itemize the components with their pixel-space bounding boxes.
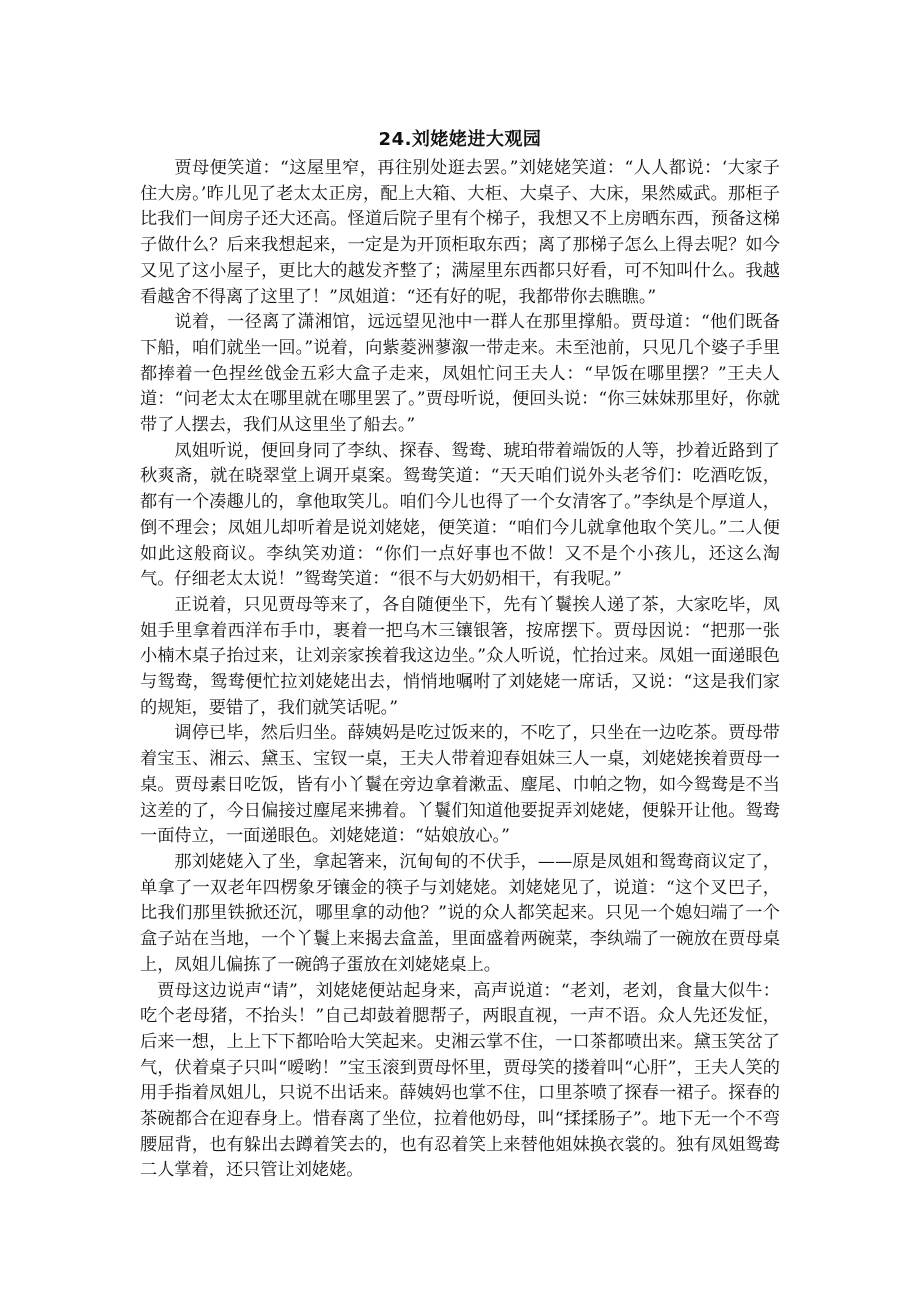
paragraph-6: 那刘姥姥入了坐，拿起箸来，沉甸甸的不伏手，——原是凤姐和鸳鸯商议定了，单拿了一双老年四楞象牙镶金的筷子与刘姥姥。刘姥姥见了，说道：“这个叉巴子，比我们那里铁掀还沉，哪里拿的动他？”说的众人都笑起来。只见一个媳妇端了一个盒子站在当地，一个丫鬟上来揭去盒盖，里面盛着两碗菜，李纨端了一碗放在贾母桌上，凤姐儿偏拣了一碗鸽子蛋放在刘姥姥桌上。 bbox=[140, 851, 780, 975]
paragraph-4: 正说着，只见贾母等来了，各自随便坐下，先有丫鬟挨人递了茶，大家吃毕，凤姐手里拿着西洋布手巾，裹着一把乌木三镶银箸，按席摆下。贾母因说：“把那一张小楠木桌子抬过来，让刘亲家挨着我这边坐。”众人听说，忙抬过来。凤姐一面递眼色与鸳鸯，鸳鸯便忙拉刘姥姥出去，悄悄地嘱咐了刘姥姥一席话，又说：“这是我们家的规矩，要错了，我们就笑话呢。” bbox=[140, 594, 780, 718]
paragraph-5: 调停已毕，然后归坐。薛姨妈是吃过饭来的，不吃了，只坐在一边吃茶。贾母带着宝玉、湘云、黛玉、宝钗一桌，王夫人带着迎春姐妹三人一桌，刘姥姥挨着贾母一桌。贾母素日吃饭，皆有小丫鬟在旁边拿着漱盂、麈尾、巾帕之物，如今鸳鸯是不当这差的了，今日偏接过麈尾来拂着。丫鬟们知道他要捉弄刘姥姥，便躲开让他。鸳鸯一面侍立，一面递眼色。刘姥姥道：“姑娘放心。” bbox=[140, 723, 780, 847]
document-title: 24.刘姥姥进大观园 bbox=[378, 129, 542, 150]
paragraph-7: 贾母这边说声“请”，刘姥姥便站起身来，高声说道：“老刘，老刘，食量大似牛：吃个老母猪，不抬头！”自己却鼓着腮帮子，两眼直视，一声不语。众人先还发怔，后来一想，上上下下都哈哈大笑起来。史湘云掌不住，一口茶都喷出来。黛玉笑岔了气，伏着桌子只叫“嗳哟！”宝玉滚到贾母怀里，贾母笑的搂着叫“心肝”，王夫人笑的用手指着凤姐儿，只说不出话来。薛姨妈也掌不住，口里茶喷了探春一裙子。探春的茶碗都合在迎春身上。惜春离了坐位，拉着他奶母，叫“揉揉肠子”。地下无一个不弯腰屈背，也有躲出去蹲着笑去的，也有忍着笑上来替他姐妹换衣裳的。独有凤姐鸳鸯二人掌着，还只管让刘姥姥。 bbox=[140, 980, 780, 1181]
paragraph-1: 贾母便笑道：“这屋里窄，再往别处逛去罢。”刘姥姥笑道：“人人都说：‘大家子住大房。’昨儿见了老太太正房，配上大箱、大柜、大桌子、大床，果然威武。那柜子比我们一间房子还大还高。怪道后院子里有个梯子，我想又不上房晒东西，预备这梯子做什么？后来我想起来，一定是为开顶柜取东西；离了那梯子怎么上得去呢？如今又见了这小屋子，更比大的越发齐整了；满屋里东西都只好看，可不知叫什么。我越看越舍不得离了这里了！”凤姐道：“还有好的呢，我都带你去瞧瞧。” bbox=[140, 158, 780, 307]
paragraph-3: 凤姐听说，便回身同了李纨、探春、鸳鸯、琥珀带着端饭的人等，抄着近路到了秋爽斋，就在晓翠堂上调开桌案。鸳鸯笑道：“天天咱们说外头老爷们：吃酒吃饭，都有一个凑趣儿的，拿他取笑儿。咱们今儿也得了一个女清客了。”李纨是个厚道人，倒不理会；凤姐儿却听着是说刘姥姥，便笑道：“咱们今儿就拿他取个笑儿。”二人便如此这般商议。李纨笑劝道：“你们一点好事也不做！又不是个小孩儿，还这么淘气。仔细老太太说！”鸳鸯笑道：“很不与大奶奶相干，有我呢。” bbox=[140, 440, 780, 590]
paragraph-2: 说着，一径离了潇湘馆，远远望见池中一群人在那里撑船。贾母道：“他们既备下船，咱们就坐一回。”说着，向紫菱洲蓼溆一带走来。未至池前，只见几个婆子手里都捧着一色捏丝戗金五彩大盒子走来，凤姐忙问王夫人：“早饭在哪里摆？”王夫人道：“问老太太在哪里就在哪里罢了。”贾母听说，便回头说：“你三妹妹那里好，你就带了人摆去，我们从这里坐了船去。” bbox=[140, 312, 780, 436]
